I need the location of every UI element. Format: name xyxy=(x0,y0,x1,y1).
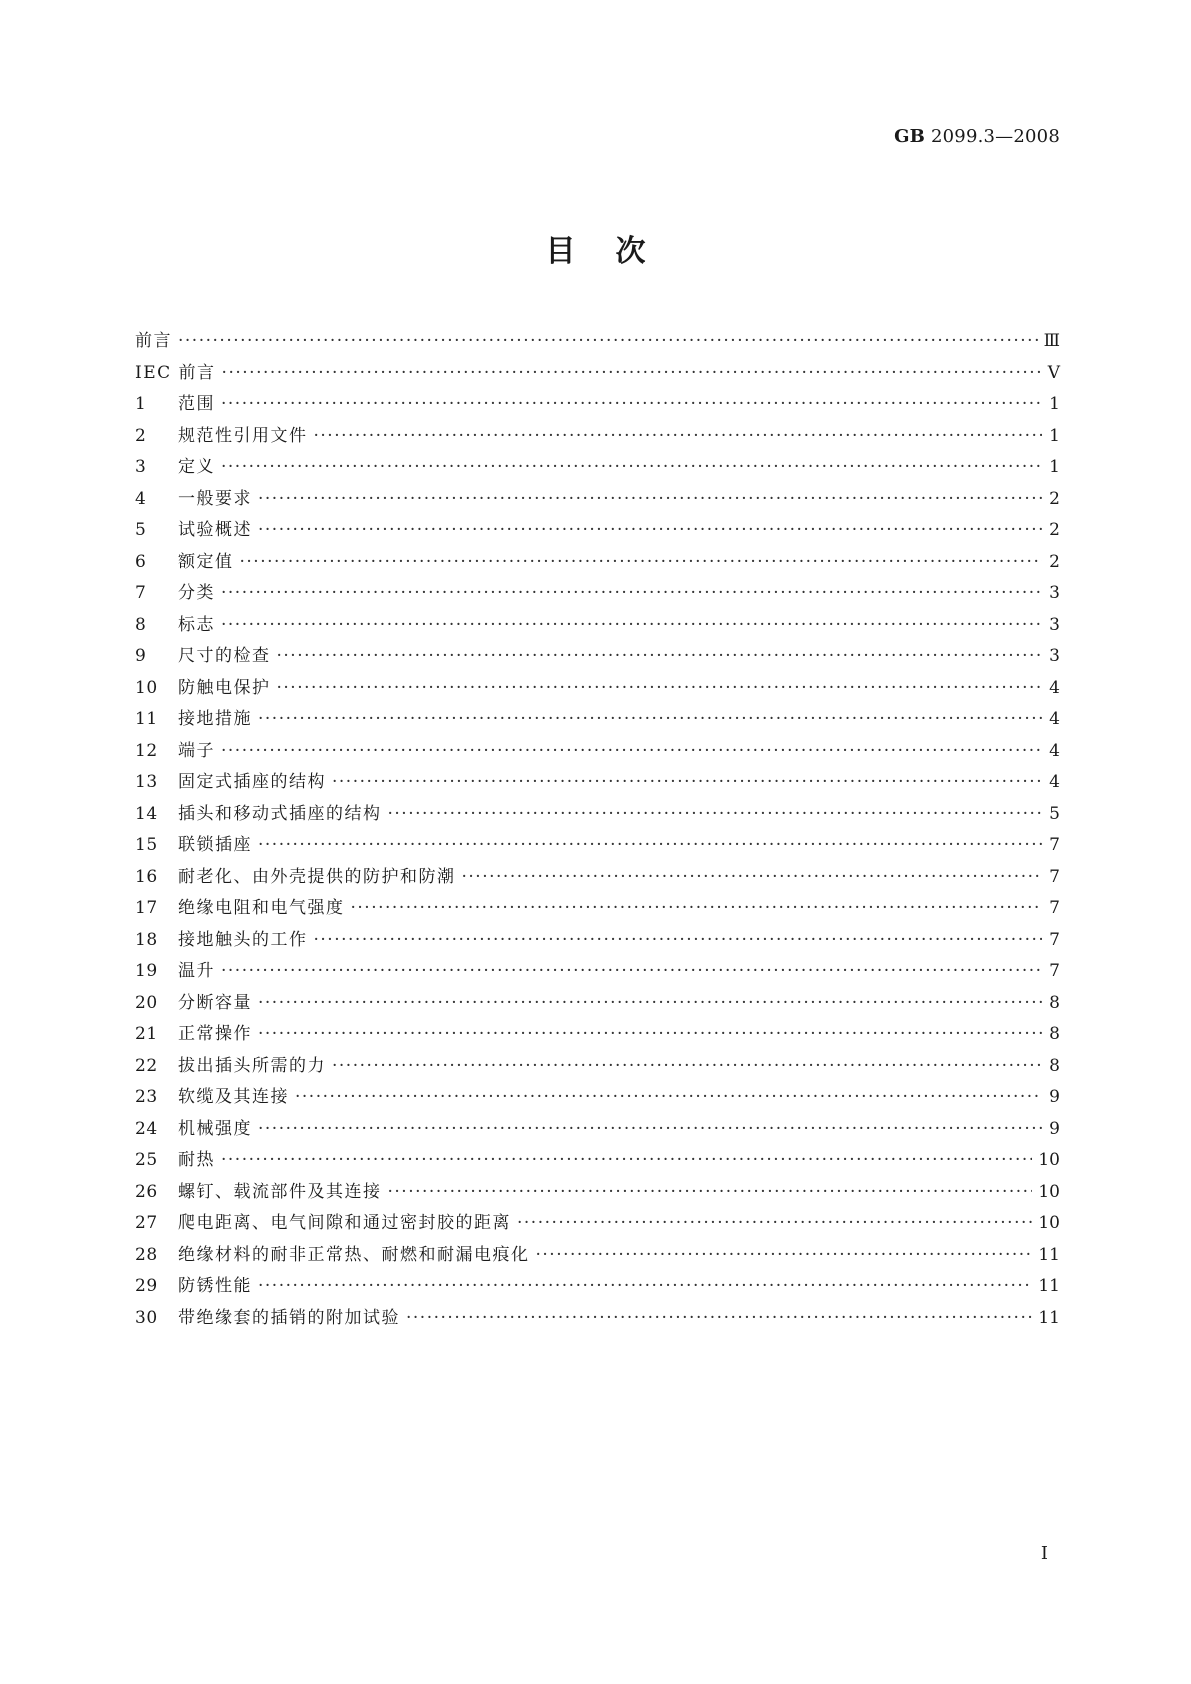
toc-dot-leader xyxy=(462,862,1043,894)
toc-entry-number: 1 xyxy=(135,394,147,414)
toc-entry-label: 正常操作 xyxy=(178,1024,252,1044)
toc-entry-label: 分类 xyxy=(178,583,215,603)
toc-entry-page: 3 xyxy=(1049,614,1060,635)
toc-entry-number: 12 xyxy=(135,740,158,761)
toc-dot-leader xyxy=(221,610,1042,642)
toc-entry-page: 3 xyxy=(1049,583,1060,603)
toc-entry-label: 绝缘材料的耐非正常热、耐燃和耐漏电痕化 xyxy=(178,1244,530,1265)
toc-entry-label: 前言 xyxy=(135,331,172,351)
toc-entry-label: 固定式插座的结构 xyxy=(178,772,326,792)
toc-entry-page: 4 xyxy=(1049,677,1060,698)
toc-entry-page: 4 xyxy=(1049,740,1060,761)
toc-entry-label: 联锁插座 xyxy=(178,835,252,855)
toc-entry-label: 防锈性能 xyxy=(178,1276,252,1296)
toc-entry[interactable] xyxy=(135,893,1060,925)
toc-entry-number: 16 xyxy=(135,866,158,887)
toc-entry-label: 绝缘电阻和电气强度 xyxy=(178,898,345,918)
toc-entry[interactable] xyxy=(135,736,1060,768)
toc-entry-page: 7 xyxy=(1049,835,1060,855)
toc-dot-leader xyxy=(178,326,1038,358)
toc-entry-label: 接地触头的工作 xyxy=(178,929,308,950)
toc-entry-label: 防触电保护 xyxy=(178,677,271,698)
toc-entry[interactable] xyxy=(135,358,1060,390)
toc-entry-number: 29 xyxy=(135,1276,158,1296)
toc-entry-label: 一般要求 xyxy=(178,488,252,509)
toc-dot-leader xyxy=(332,1051,1042,1083)
toc-entry[interactable] xyxy=(135,421,1060,453)
toc-entry-page: 8 xyxy=(1049,1024,1060,1044)
toc-dot-leader xyxy=(277,641,1043,673)
toc-dot-leader xyxy=(258,1271,1032,1303)
toc-dot-leader xyxy=(258,830,1042,862)
toc-entry-label: 带绝缘套的插销的附加试验 xyxy=(178,1307,400,1328)
toc-entry-label: 接地措施 xyxy=(178,709,252,729)
toc-entry[interactable] xyxy=(135,1019,1060,1051)
toc-dot-leader xyxy=(221,956,1042,988)
toc-entry[interactable] xyxy=(135,673,1060,705)
toc-entry-label: 额定值 xyxy=(178,551,234,572)
toc-entry[interactable] xyxy=(135,578,1060,610)
table-of-contents xyxy=(135,326,1060,1334)
page-number: I xyxy=(1040,1543,1048,1564)
toc-entry[interactable] xyxy=(135,830,1060,862)
toc-entry-number: 22 xyxy=(135,1055,158,1076)
toc-entry[interactable] xyxy=(135,704,1060,736)
toc-entry-page: 4 xyxy=(1049,709,1060,729)
toc-dot-leader xyxy=(388,1177,1033,1209)
toc-entry[interactable] xyxy=(135,326,1060,358)
toc-entry[interactable] xyxy=(135,547,1060,579)
toc-entry-number: 9 xyxy=(135,646,147,666)
toc-entry-number: 5 xyxy=(135,520,147,540)
toc-entry[interactable] xyxy=(135,767,1060,799)
toc-entry-label: 软缆及其连接 xyxy=(178,1087,289,1107)
toc-entry-page: 5 xyxy=(1049,803,1060,824)
toc-entry[interactable] xyxy=(135,1145,1060,1177)
toc-dot-leader xyxy=(240,547,1043,579)
toc-entry-label: 端子 xyxy=(178,740,215,761)
toc-entry-label: IEC 前言 xyxy=(135,362,216,383)
toc-entry[interactable] xyxy=(135,862,1060,894)
toc-entry[interactable] xyxy=(135,956,1060,988)
toc-entry[interactable] xyxy=(135,1208,1060,1240)
toc-entry-page: Ⅲ xyxy=(1043,331,1060,351)
toc-entry-page: 10 xyxy=(1038,1181,1060,1202)
toc-entry-number: 18 xyxy=(135,929,158,950)
toc-dot-leader xyxy=(221,736,1042,768)
toc-entry-label: 耐老化、由外壳提供的防护和防潮 xyxy=(178,866,456,887)
toc-entry[interactable] xyxy=(135,988,1060,1020)
toc-entry-page: 7 xyxy=(1049,898,1060,918)
toc-entry[interactable] xyxy=(135,1114,1060,1146)
toc-entry-number: 2 xyxy=(135,425,147,446)
toc-dot-leader xyxy=(258,704,1042,736)
toc-entry-number: 4 xyxy=(135,488,147,509)
toc-entry-number: 23 xyxy=(135,1087,158,1107)
toc-entry[interactable] xyxy=(135,515,1060,547)
toc-entry-number: 25 xyxy=(135,1150,158,1170)
toc-entry-label: 螺钉、载流部件及其连接 xyxy=(178,1181,382,1202)
toc-entry-page: 3 xyxy=(1049,646,1060,666)
toc-dot-leader xyxy=(221,578,1042,610)
toc-entry-label: 耐热 xyxy=(178,1150,215,1170)
toc-entry-page: 7 xyxy=(1049,866,1060,887)
toc-dot-leader xyxy=(258,988,1042,1020)
toc-entry[interactable] xyxy=(135,1051,1060,1083)
toc-entry-page: 11 xyxy=(1038,1276,1060,1296)
toc-entry-page: 2 xyxy=(1049,520,1060,540)
toc-entry[interactable] xyxy=(135,1177,1060,1209)
toc-entry-number: 28 xyxy=(135,1244,158,1265)
toc-entry-label: 爬电距离、电气间隙和通过密封胶的距离 xyxy=(178,1213,511,1233)
toc-entry-page: 2 xyxy=(1049,488,1060,509)
toc-entry-page: 9 xyxy=(1049,1118,1060,1139)
toc-dot-leader xyxy=(221,1145,1032,1177)
toc-entry-label: 规范性引用文件 xyxy=(178,425,308,446)
toc-entry-page: 7 xyxy=(1049,961,1060,981)
toc-entry-page: 9 xyxy=(1049,1087,1060,1107)
toc-title: 目次 xyxy=(545,234,686,269)
toc-entry-page: 2 xyxy=(1049,551,1060,572)
standard-code-prefix: GB xyxy=(894,126,926,147)
toc-dot-leader xyxy=(258,515,1042,547)
toc-entry-number: 19 xyxy=(135,961,158,981)
toc-dot-leader xyxy=(258,1114,1042,1146)
toc-entry-label: 插头和移动式插座的结构 xyxy=(178,803,382,824)
toc-entry-page: 11 xyxy=(1038,1244,1060,1265)
toc-dot-leader xyxy=(258,1019,1042,1051)
toc-entry-number: 11 xyxy=(135,709,158,729)
toc-entry-number: 10 xyxy=(135,677,158,698)
toc-entry-number: 3 xyxy=(135,457,147,477)
toc-entry-page: 8 xyxy=(1049,992,1060,1013)
toc-dot-leader xyxy=(277,673,1043,705)
toc-entry-label: 范围 xyxy=(178,394,215,414)
toc-entry-number: 30 xyxy=(135,1307,158,1328)
toc-entry[interactable] xyxy=(135,1271,1060,1303)
toc-entry-page: 1 xyxy=(1049,457,1060,477)
toc-entry-page: 8 xyxy=(1049,1055,1060,1076)
toc-entry-label: 定义 xyxy=(178,457,215,477)
toc-entry-page: Ⅴ xyxy=(1047,362,1060,383)
toc-entry-label: 分断容量 xyxy=(178,992,252,1013)
toc-entry-page: 11 xyxy=(1038,1307,1060,1328)
toc-dot-leader xyxy=(351,893,1043,925)
toc-entry-number: 27 xyxy=(135,1213,158,1233)
standard-code-number: 2099.3—2008 xyxy=(925,126,1060,147)
toc-entry[interactable] xyxy=(135,799,1060,831)
toc-entry-page: 1 xyxy=(1049,425,1060,446)
toc-entry[interactable] xyxy=(135,925,1060,957)
toc-dot-leader xyxy=(517,1208,1032,1240)
toc-entry-number: 24 xyxy=(135,1118,158,1139)
toc-dot-leader xyxy=(314,925,1043,957)
toc-entry-number: 7 xyxy=(135,583,147,603)
toc-entry-label: 温升 xyxy=(178,961,215,981)
standard-code xyxy=(894,126,1060,147)
toc-entry[interactable] xyxy=(135,1082,1060,1114)
toc-entry-number: 21 xyxy=(135,1024,158,1044)
toc-entry-label: 机械强度 xyxy=(178,1118,252,1139)
toc-entry-page: 10 xyxy=(1038,1150,1060,1170)
toc-entry[interactable] xyxy=(135,1240,1060,1272)
toc-dot-leader xyxy=(332,767,1042,799)
toc-entry-number: 14 xyxy=(135,803,158,824)
toc-dot-leader xyxy=(295,1082,1042,1114)
toc-entry[interactable] xyxy=(135,484,1060,516)
toc-entry-page: 7 xyxy=(1049,929,1060,950)
toc-entry[interactable] xyxy=(135,610,1060,642)
toc-entry-page: 1 xyxy=(1049,394,1060,414)
toc-dot-leader xyxy=(221,389,1042,421)
toc-entry-label: 拔出插头所需的力 xyxy=(178,1055,326,1076)
toc-dot-leader xyxy=(222,358,1042,390)
toc-entry-number: 6 xyxy=(135,551,147,572)
toc-entry-number: 20 xyxy=(135,992,158,1013)
toc-entry-page: 10 xyxy=(1038,1213,1060,1233)
toc-entry-number: 13 xyxy=(135,772,158,792)
toc-dot-leader xyxy=(314,421,1043,453)
toc-entry-label: 尺寸的检查 xyxy=(178,646,271,666)
toc-dot-leader xyxy=(536,1240,1033,1272)
toc-dot-leader xyxy=(258,484,1042,516)
toc-entry-label: 试验概述 xyxy=(178,520,252,540)
toc-entry-number: 17 xyxy=(135,898,158,918)
toc-entry[interactable] xyxy=(135,389,1060,421)
toc-entry-number: 8 xyxy=(135,614,147,635)
toc-dot-leader xyxy=(406,1303,1032,1335)
toc-entry[interactable] xyxy=(135,1303,1060,1335)
toc-entry-number: 26 xyxy=(135,1181,158,1202)
toc-dot-leader xyxy=(221,452,1042,484)
toc-entry-number: 15 xyxy=(135,835,158,855)
toc-entry[interactable] xyxy=(135,452,1060,484)
toc-entry-page: 4 xyxy=(1049,772,1060,792)
toc-entry[interactable] xyxy=(135,641,1060,673)
toc-entry-label: 标志 xyxy=(178,614,215,635)
toc-dot-leader xyxy=(388,799,1043,831)
